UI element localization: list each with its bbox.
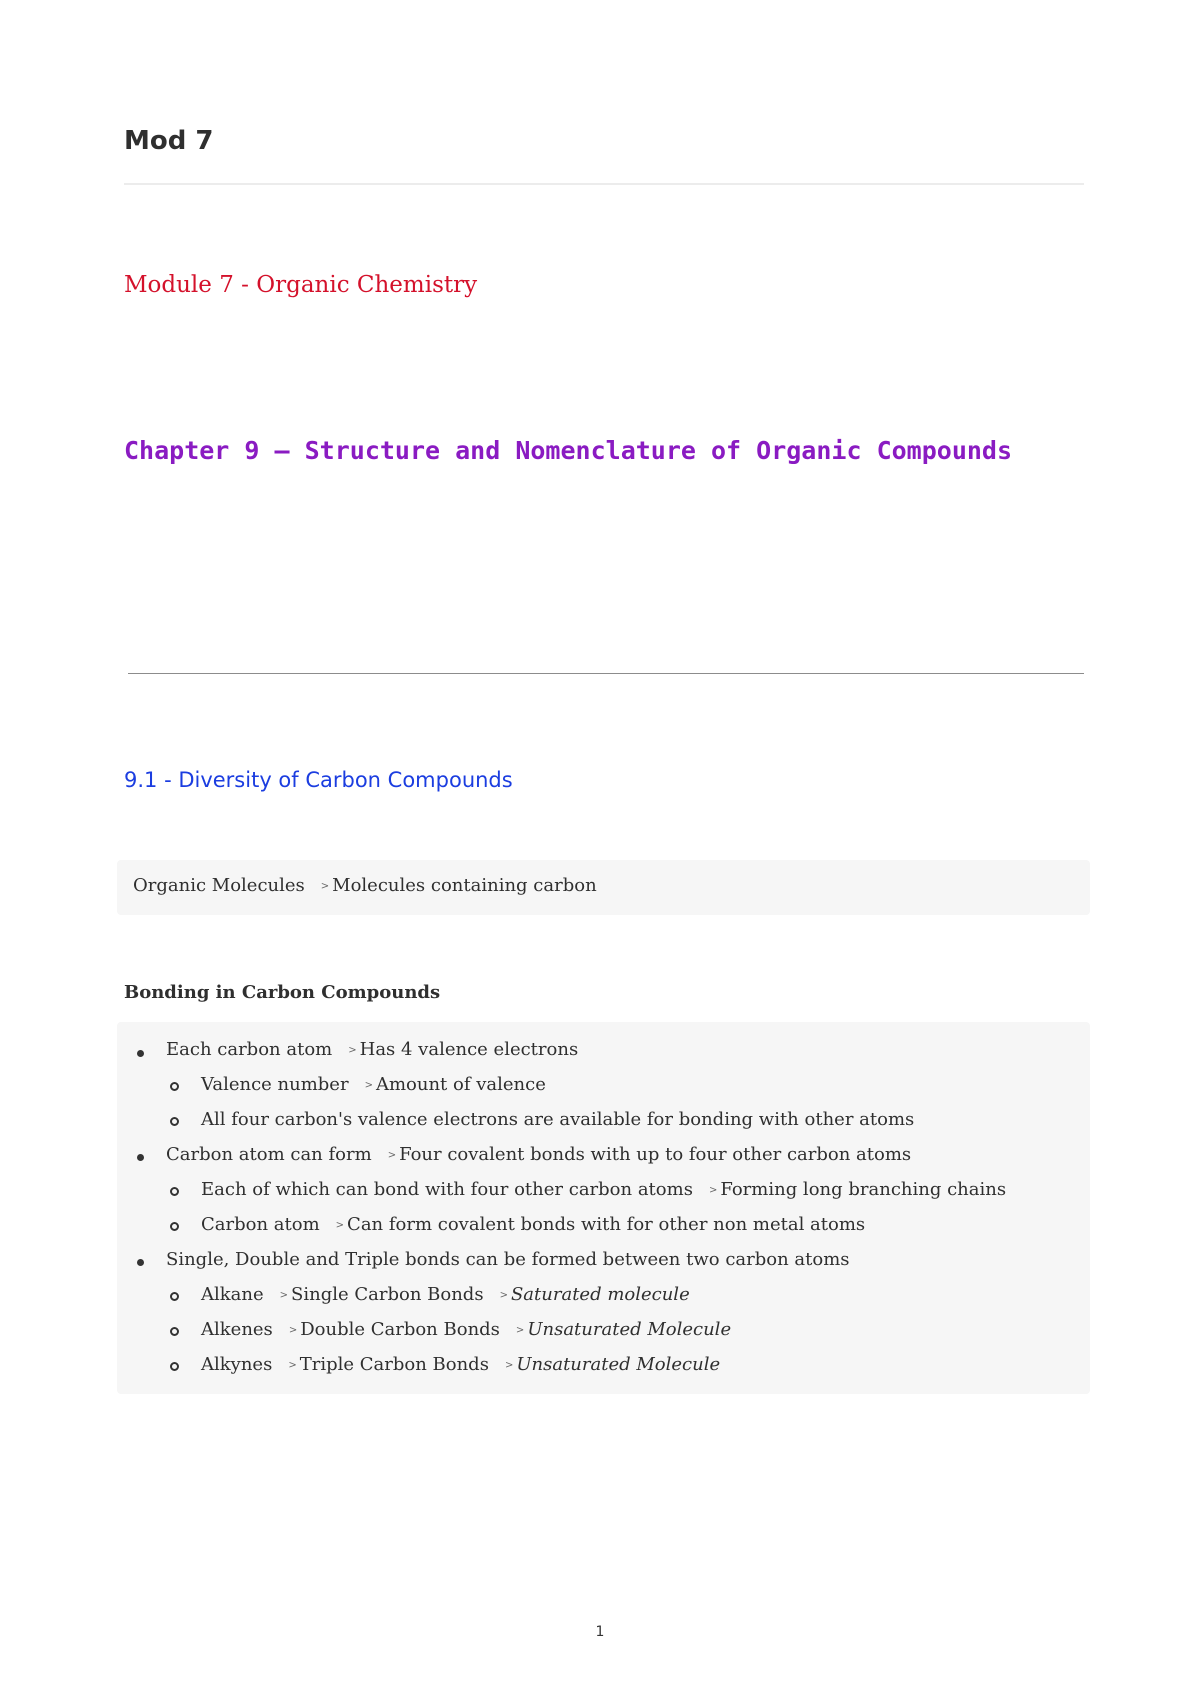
arrow-icon: > — [348, 1045, 357, 1056]
arrow-icon: > — [335, 1220, 345, 1231]
list-item: Valence number > Amount of valence — [201, 1074, 546, 1095]
arrow-icon: > — [515, 1325, 525, 1336]
list-item: Each of which can bond with four other carbon atoms > Forming long branching chains — [201, 1179, 1007, 1200]
arrow-icon: > — [708, 1185, 718, 1196]
bullet-disc-icon — [137, 1154, 144, 1161]
bullet-circle-icon — [170, 1082, 179, 1091]
module-heading: Module 7 - Organic Chemistry — [124, 272, 478, 298]
bullet-circle-icon — [170, 1292, 179, 1301]
arrow-icon: > — [320, 881, 330, 892]
title-divider — [124, 183, 1084, 185]
bullet-circle-icon — [170, 1362, 179, 1371]
section-divider — [128, 673, 1084, 674]
bullet-disc-icon — [137, 1259, 144, 1266]
bonding-heading: Bonding in Carbon Compounds — [124, 982, 441, 1003]
list-item: All four carbon's valence electrons are available for bonding with other atoms — [201, 1109, 915, 1130]
list-item: Single, Double and Triple bonds can be formed between two carbon atoms — [166, 1249, 850, 1270]
callout-definition: Molecules containing carbon — [332, 875, 597, 896]
arrow-icon: > — [364, 1080, 373, 1091]
arrow-icon: > — [288, 1360, 297, 1371]
arrow-icon: > — [504, 1360, 514, 1371]
bullet-disc-icon — [137, 1050, 144, 1057]
bullet-circle-icon — [170, 1327, 179, 1336]
chapter-heading: Chapter 9 – Structure and Nomenclature of Organic Compounds — [124, 436, 1013, 465]
arrow-icon: > — [499, 1290, 508, 1301]
bullet-circle-icon — [170, 1187, 179, 1196]
list-item: Alkynes > Triple Carbon Bonds > Unsaturated Molecule — [201, 1354, 721, 1375]
page-number: 1 — [595, 1624, 605, 1640]
list-item: Carbon atom > Can form covalent bonds with for other non metal atoms — [201, 1214, 866, 1235]
arrow-icon: > — [279, 1290, 289, 1301]
arrow-icon: > — [387, 1150, 397, 1161]
list-item: Alkenes > Double Carbon Bonds > Unsaturated Molecule — [201, 1319, 732, 1340]
list-item: Alkane > Single Carbon Bonds > Saturated molecule — [201, 1284, 690, 1305]
callout-term: Organic Molecules — [133, 875, 305, 896]
page-title: Mod 7 — [124, 126, 214, 156]
definition-callout — [117, 860, 1090, 915]
list-item: Each carbon atom > Has 4 valence electrons — [166, 1039, 579, 1060]
bullet-circle-icon — [170, 1117, 179, 1126]
arrow-icon: > — [288, 1325, 298, 1336]
list-item: Carbon atom can form > Four covalent bonds with up to four other carbon atoms — [166, 1144, 912, 1165]
bullet-circle-icon — [170, 1222, 179, 1231]
section-heading: 9.1 - Diversity of Carbon Compounds — [124, 768, 513, 792]
